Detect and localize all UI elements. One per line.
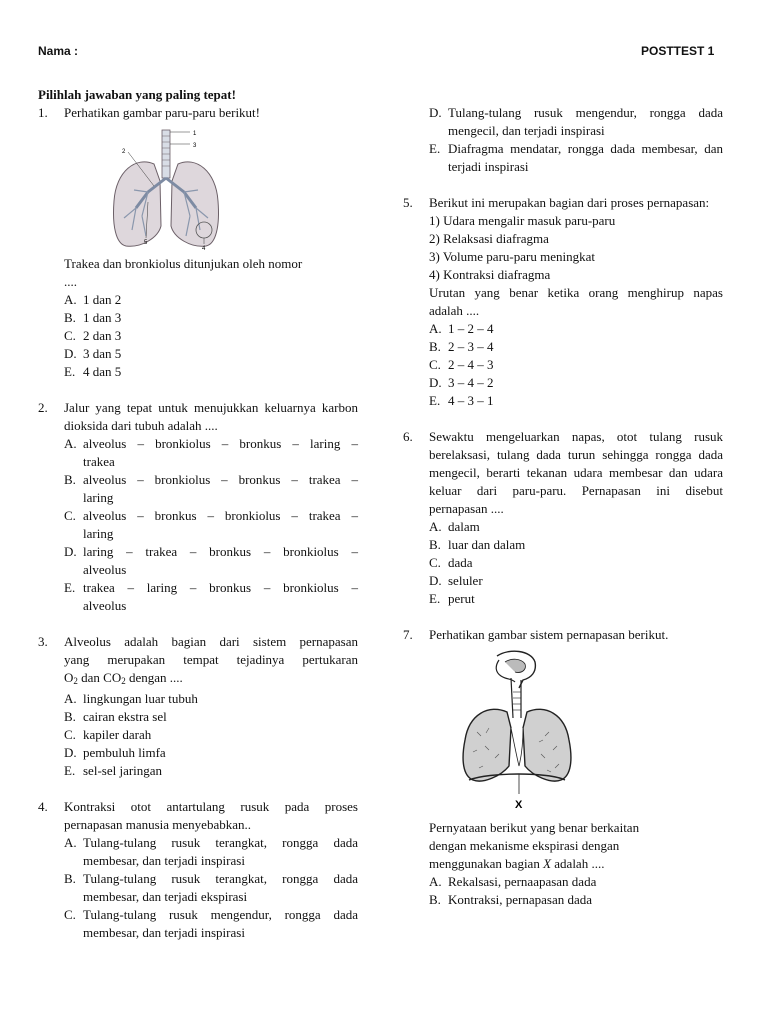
option-b[interactable]: B. luar dan dalam — [429, 537, 526, 552]
option-a[interactable]: A. alveolus – bronkiolus – bronkus – laring – trakea — [64, 436, 358, 469]
option-d[interactable]: D. laring – trakea – bronkus – bronkiolus – alveolus — [64, 544, 358, 577]
question-stem: Pernyataan berikut yang benar berkaitan dengan mekanisme ekspirasi dengan menggunakan bagian X adalah .... — [429, 820, 640, 871]
option-d[interactable]: D. 3 dan 5 — [64, 346, 122, 361]
question-prompt: Perhatikan gambar paru-paru berikut! — [64, 105, 261, 120]
figure-label-3: 3 — [193, 143, 197, 149]
question-number: 2. — [38, 400, 48, 415]
lungs-figure — [106, 126, 226, 251]
question-stem-line: $O_2$ dan $CO_2$ dengan .... — [64, 670, 183, 686]
option-c[interactable]: C. Tulang-tulang rusuk mengendur, rongga dada membesar, dan terjadi inspirasi — [64, 907, 358, 940]
option-b[interactable]: B. 2 – 3 – 4 — [429, 339, 494, 354]
question-4 — [38, 798, 358, 942]
option-b[interactable]: B. Kontraksi, pernapasan dada — [429, 892, 593, 907]
option-b[interactable]: B. alveolus – bronkiolus – bronkus – trakea – laring — [64, 472, 358, 505]
question-6 — [403, 428, 723, 608]
question-stem-line: Alveolus adalah bagian dari sistem pernapasan — [64, 634, 358, 649]
option-e[interactable]: E. 4 – 3 – 1 — [429, 393, 494, 408]
figure-label-2: 2 — [122, 149, 126, 155]
question-stem-line: yang merupakan tempat tejadinya pertukaran — [64, 652, 358, 667]
question-number: 1. — [38, 105, 48, 120]
option-a[interactable]: A. 1 – 2 – 4 — [429, 321, 494, 336]
question-number: 5. — [403, 195, 413, 210]
option-c[interactable]: C. 2 dan 3 — [64, 328, 122, 343]
respiratory-system-figure — [459, 648, 589, 813]
question-stem: Trakea dan bronkiolus ditunjukan oleh nomor .... — [64, 256, 303, 289]
process-item: 4) Kontraksi diafragma — [429, 267, 551, 282]
question-5 — [403, 194, 723, 410]
process-item: 3) Volume paru-paru meningkat — [429, 249, 595, 264]
question-number: 3. — [38, 634, 48, 649]
option-b[interactable]: B. cairan ekstra sel — [64, 709, 167, 724]
figure-label-4: 4 — [202, 246, 206, 251]
option-d[interactable]: D. seluler — [429, 573, 483, 588]
question-4-continued — [403, 104, 723, 176]
question-3 — [38, 633, 358, 780]
option-c[interactable]: C. alveolus – bronkus – bronkiolus – trakea – laring — [64, 508, 358, 541]
option-a[interactable]: A. dalam — [429, 519, 480, 534]
right-column — [403, 104, 723, 909]
test-title: POSTTEST 1 — [641, 44, 715, 58]
option-d[interactable]: D. Tulang-tulang rusuk mengendur, rongga dada mengecil, dan terjadi inspirasi — [429, 105, 723, 138]
option-e[interactable]: E. Diafragma mendatar, rongga dada membesar, dan terjadi inspirasi — [429, 141, 723, 174]
option-a[interactable]: A. lingkungan luar tubuh — [64, 691, 198, 706]
option-a[interactable]: A. Tulang-tulang rusuk terangkat, rongga dada membesar, dan terjadi inspirasi — [64, 835, 358, 868]
option-e[interactable]: E. perut — [429, 591, 475, 606]
option-d[interactable]: D. 3 – 4 – 2 — [429, 375, 494, 390]
option-c[interactable]: C. 2 – 4 – 3 — [429, 357, 494, 372]
question-prompt: Perhatikan gambar sistem pernapasan berikut. — [429, 627, 669, 642]
figure-label-x: X — [515, 799, 523, 811]
option-c[interactable]: C. kapiler darah — [64, 727, 152, 742]
option-e[interactable]: E. trakea – laring – bronkus – bronkiolus – alveolus — [64, 580, 358, 613]
question-stem: Sewaktu mengeluarkan napas, otot tulang rusuk berelaksasi, tulang dada turun sehingga rongga dada mengecil, berarti tekanan udara membesar dan udara keluar dari paru-paru. Pernapasan ini disebut pernapasan .... — [429, 429, 723, 516]
left-column — [38, 86, 358, 942]
option-d[interactable]: D. pembuluh limfa — [64, 745, 166, 760]
process-item: 2) Relaksasi diafragma — [429, 231, 549, 246]
process-item: 1) Udara mengalir masuk paru-paru — [429, 213, 616, 228]
instruction: Pilihlah jawaban yang paling tepat! — [38, 87, 236, 102]
option-a[interactable]: A. Rekalsasi, pernaapasan dada — [429, 874, 597, 889]
option-b[interactable]: B. Tulang-tulang rusuk terangkat, rongga dada membesar, dan terjadi ekspirasi — [64, 871, 358, 904]
question-stem: Jalur yang tepat untuk menujukkan keluarnya karbon dioksida dari tubuh adalah .... — [64, 400, 358, 433]
question-number: 7. — [403, 627, 413, 642]
option-a[interactable]: A. 1 dan 2 — [64, 292, 122, 307]
option-e[interactable]: E. 4 dan 5 — [64, 364, 122, 379]
option-c[interactable]: C. dada — [429, 555, 473, 570]
question-number: 4. — [38, 799, 48, 814]
question-1 — [38, 104, 358, 381]
name-label: Nama : — [38, 44, 79, 58]
question-ask: Urutan yang benar ketika orang menghirup napas adalah .... — [429, 285, 723, 318]
question-stem: Kontraksi otot antartulang rusuk pada proses pernapasan manusia menyebabkan.. — [64, 799, 358, 832]
question-stem: Berikut ini merupakan bagian dari proses pernapasan: — [429, 195, 710, 210]
option-e[interactable]: E. sel-sel jaringan — [64, 763, 163, 778]
question-number: 6. — [403, 429, 413, 444]
option-b[interactable]: B. 1 dan 3 — [64, 310, 122, 325]
question-7 — [403, 626, 723, 909]
question-2 — [38, 399, 358, 615]
figure-label-5: 5 — [144, 240, 148, 246]
figure-label-1: 1 — [193, 131, 197, 137]
